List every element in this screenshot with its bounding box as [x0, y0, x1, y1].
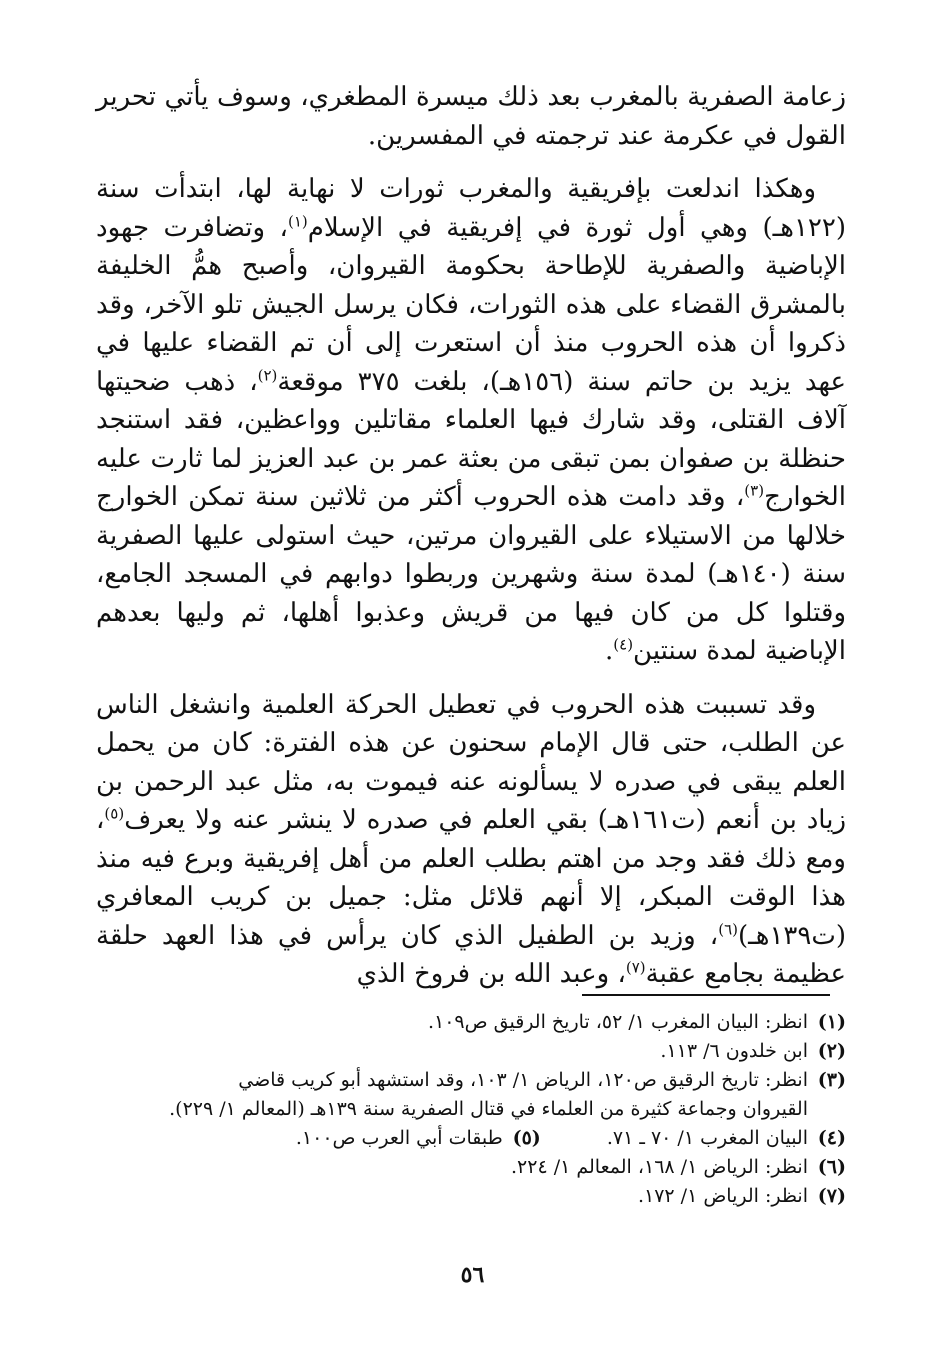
footnote-ref-4[interactable]: (٤) — [613, 635, 634, 654]
footnote-text-continuation: القيروان وجماعة كثيرة من العلماء في قتال الصفرية سنة ١٣٩هـ (المعالم ١/ ٢٢٩). — [169, 1098, 808, 1120]
footnote-text: انظر: الرياض ١/ ١٧٢. — [637, 1185, 808, 1207]
footnote-text: انظر: الرياض ١/ ١٦٨، المعالم ١/ ٢٢٤. — [510, 1156, 808, 1178]
page-number: ٥٦ — [460, 1262, 485, 1288]
paragraph-3 — [96, 686, 846, 994]
footnote-3 — [96, 1066, 846, 1124]
footnote-ref-7[interactable]: (٧) — [625, 958, 646, 977]
footnote-number: (١) — [817, 1011, 846, 1033]
paragraph-3-text-b: ، ومع ذلك فقد وجد من اهتم بطلب العلم من أهل إفريقية وبرع فيه منذ هذا الوقت المبكر، إلا أنهم قلائل مثل: جميل بن كريب المعافري (ت١٣٩هـ) — [96, 805, 846, 951]
footnote-separator — [582, 994, 830, 996]
footnote-ref-5[interactable]: (٥) — [104, 804, 125, 823]
footnote-number: (٧) — [817, 1185, 846, 1207]
paragraph-2-text-c: ، ذهب ضحيتها آلاف القتلى، وقد شارك فيها العلماء مقاتلين وواعظين، فقد استنجد حنظلة بن صفوان بمن تبقى من بعثة عمر بن عبد العزيز لما ثارت عليه الخوارج — [96, 366, 846, 512]
footnotes — [96, 1008, 846, 1211]
footnote-4-5 — [96, 1124, 846, 1153]
footnote-number: (٤) — [817, 1127, 846, 1149]
footnote-7 — [96, 1182, 846, 1211]
footnote-text: ابن خلدون ٦/ ١١٣. — [660, 1040, 808, 1062]
footnote-number: (٦) — [817, 1156, 846, 1178]
paragraph-3-text-c: ، وزيد بن الطفيل الذي كان يرأس في هذا العهد حلقة عظيمة بجامع عقبة — [96, 920, 846, 989]
footnote-2 — [96, 1037, 846, 1066]
footnote-1 — [96, 1008, 846, 1037]
paragraph-3-text-a: وقد تسببت هذه الحروب في تعطيل الحركة العلمية وانشغل الناس عن الطلب، حتى قال الإمام سحنون عن هذه الفترة: كان من يحمل العلم يبقى في صدره لا يسألونه عنه فيموت به، مثل عبد الرحمن بن زياد بن أنعم (ت١٦١هـ) بقي العلم في صدره لا ينشر عنه ولا يعرف — [96, 689, 846, 835]
footnote-number: (٥) — [512, 1127, 541, 1149]
main-text — [96, 78, 846, 994]
footnote-text: انظر: البيان المغرب ١/ ٥٢، تاريخ الرقيق ص١٠٩. — [427, 1011, 808, 1033]
footnote-5 — [296, 1124, 541, 1153]
footnote-text: انظر: تاريخ الرقيق ص١٢٠، الرياض ١/ ١٠٣، وقد استشهد أبو كريب قاضي — [238, 1069, 808, 1091]
footnote-ref-6[interactable]: (٦) — [718, 919, 738, 938]
footnote-number: (٣) — [817, 1069, 846, 1091]
footnote-ref-1[interactable]: (١) — [287, 211, 308, 230]
paragraph-2-text-e: . — [605, 636, 614, 666]
paragraph-2-text-a: وهكذا اندلعت بإفريقية والمغرب ثورات لا نهاية لها، ابتدأت سنة (١٢٢هـ) وهي أول ثورة في إفريقية في الإسلام — [96, 174, 847, 243]
footnote-ref-3[interactable]: (٣) — [744, 481, 765, 500]
footnote-6 — [96, 1153, 846, 1182]
paragraph-1-text: زعامة الصفرية بالمغرب بعد ذلك ميسرة المطغري، وسوف يأتي تحرير القول في عكرمة عند ترجمته في المفسرين. — [96, 82, 846, 151]
paragraph-2 — [96, 170, 846, 671]
footnote-text: البيان المغرب ١/ ٧٠ ـ ٧١. — [606, 1127, 808, 1149]
paragraph-3-text-d: ، وعبد الله بن فروخ الذي — [356, 959, 626, 989]
footnote-number: (٢) — [817, 1040, 846, 1062]
footnote-ref-2[interactable]: (٢) — [257, 365, 278, 384]
paragraph-2-text-b: ، وتضافرت جهود الإباضية والصفرية للإطاحة بحكومة القيروان، وأصبح همُّ الخليفة بالمشرق القضاء على هذه الثورات، فكان يرسل الجيش تلو الآخر، وقد ذكروا أن هذه الحروب منذ أن استعرت إلى أن تم القضاء عليها في عهد يزيد بن حاتم سنة (١٥٦هـ)، بلغت ٣٧٥ موقعة — [96, 212, 846, 397]
footnote-text: طبقات أبي العرب ص١٠٠. — [295, 1127, 503, 1149]
paragraph-2-text-d: ، وقد دامت هذه الحروب أكثر من ثلاثين سنة تمكن الخوارج خلالها من الاستيلاء على القيروان مرتين، حيث استولى عليها الصفرية سنة (١٤٠هـ) لمدة سنة وشهرين وربطوا دوابهم في المسجد الجامع، وقتلوا كل من كان فيها من قريش وعذبوا أهلها، ثم وليها بعدهم الإباضية لمدة سنتين — [96, 482, 847, 666]
paragraph-1 — [96, 78, 846, 155]
